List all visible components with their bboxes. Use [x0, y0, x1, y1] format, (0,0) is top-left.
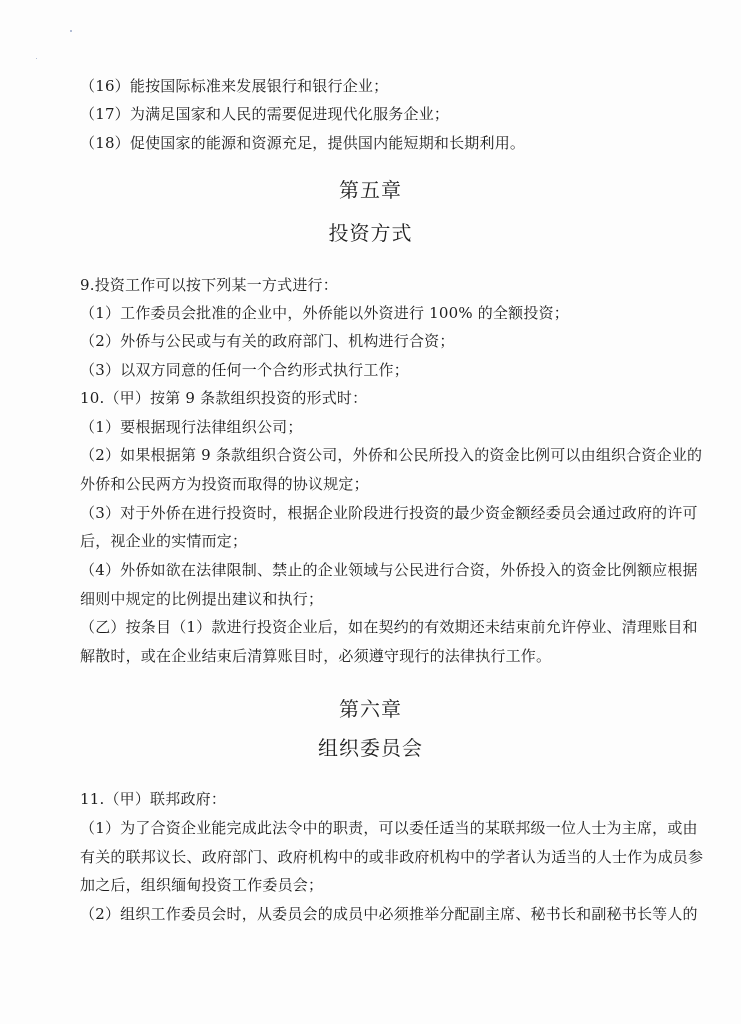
paragraph-line: 9.投资工作可以按下列某一方式进行：: [80, 276, 338, 294]
chapter-title: 投资方式: [328, 221, 413, 245]
list-item: （17）为满足国家和人民的需要促进现代化服务企业；: [80, 105, 450, 123]
paragraph-line: 外侨和公民两方为投资而取得的协议规定；: [80, 475, 369, 493]
list-item: （18）促使国家的能源和资源充足，提供国内能短期和长期利用。: [80, 134, 526, 152]
paragraph-line: （1）工作委员会批准的企业中，外侨能以外资进行 100% 的全额投资；: [80, 304, 569, 322]
paragraph-line: 后，视企业的实情而定；: [80, 532, 248, 550]
paragraph-line: （1）要根据现行法律组织公司；: [80, 418, 303, 436]
chapter-title: 组织委员会: [318, 736, 423, 760]
scan-speck: [36, 58, 37, 59]
paragraph-line: （3）对于外侨在进行投资时，根据企业阶段进行投资的最少资金额经委员会通过政府的许可: [80, 504, 698, 522]
paragraph-line: （2）如果根据第 9 条款组织合资公司，外侨和公民所投入的资金比例可以由组织合资企业的: [80, 446, 703, 464]
paragraph-line: 细则中规定的比例提出建议和执行；: [80, 590, 324, 608]
paragraph-line: 有关的联邦议长、政府部门、政府机构中的或非政府机构中的学者认为适当的人士作为成员参: [80, 848, 704, 866]
chapter-number: 第五章: [339, 178, 402, 202]
paragraph-line: （2）外侨与公民或与有关的政府部门、机构进行合资；: [80, 332, 455, 350]
paragraph-line: （1）为了合资企业能完成此法令中的职责，可以委任适当的某联邦级一位人士为主席，或由: [80, 819, 698, 837]
paragraph-line: 11.（甲）联邦政府：: [80, 790, 227, 808]
paragraph-line: （2）组织工作委员会时，从委员会的成员中必须推举分配副主席、秘书长和副秘书长等人的: [80, 905, 698, 923]
list-item: （16）能按国际标准来发展银行和银行企业；: [80, 77, 389, 95]
paragraph-line: （4）外侨如欲在法律限制、禁止的企业领域与公民进行合资，外侨投入的资金比例额应根据: [80, 561, 698, 579]
paragraph-line: 加之后，组织缅甸投资工作委员会；: [80, 876, 324, 894]
paragraph-line: （乙）按条目（1）款进行投资企业后，如在契约的有效期还未结束前允许停业、清理账目和: [80, 618, 698, 636]
chapter-number: 第六章: [339, 697, 402, 721]
paragraph-line: （3）以双方同意的任何一个合约形式执行工作；: [80, 361, 409, 379]
paragraph-line: 解散时，或在企业结束后清算账目时，必须遵守现行的法律执行工作。: [80, 647, 552, 665]
scan-speck: [70, 30, 72, 32]
paragraph-line: 10.（甲）按第 9 条款组织投资的形式时：: [80, 389, 368, 407]
